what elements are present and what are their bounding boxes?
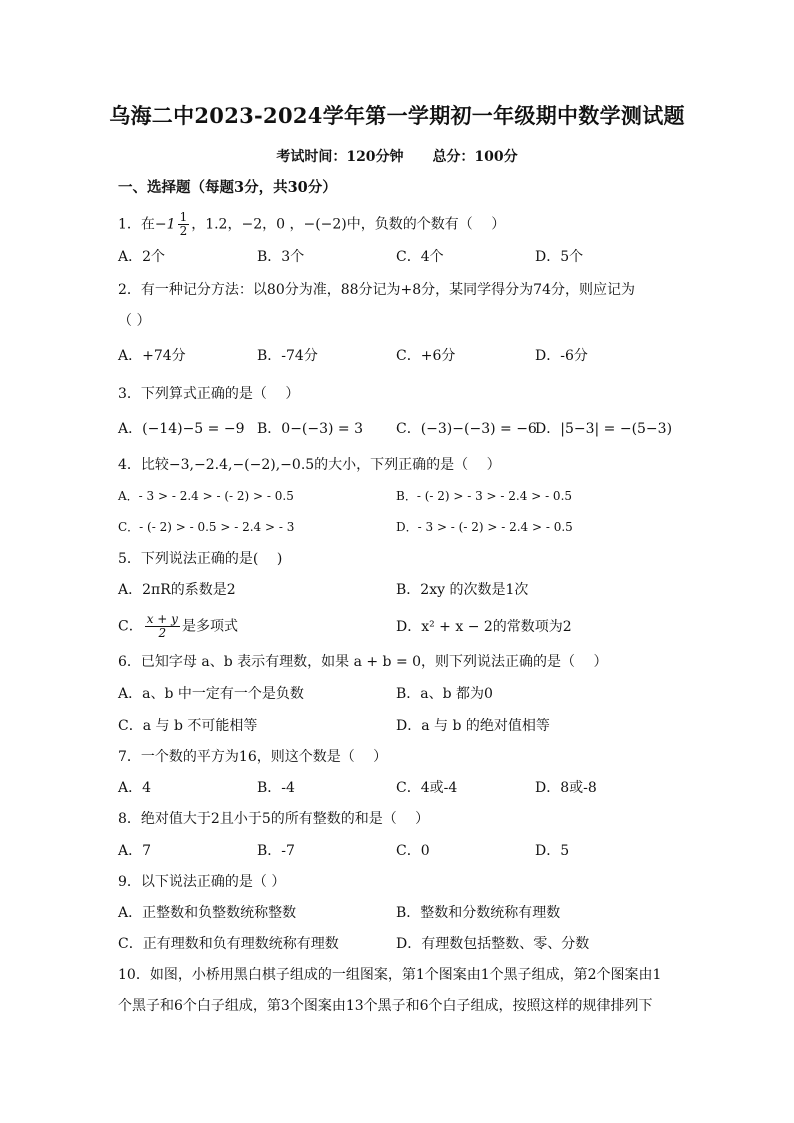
question-1-fraction xyxy=(178,211,190,238)
question-5: 5．下列说法正确的是( ) xyxy=(118,551,283,567)
q9-option-b: B．整数和分数统称有理数 xyxy=(396,905,561,921)
fraction-numerator: 1 xyxy=(179,210,188,224)
q9-option-d: D．有理数包括整数、零、分数 xyxy=(396,936,590,952)
q8-option-d: D．5 xyxy=(535,843,570,859)
q5-option-b: B．2xy 的次数是1次 xyxy=(396,582,529,598)
question-2-line2: （ ） xyxy=(118,313,151,329)
q7-option-c: C．4或-4 xyxy=(396,780,458,796)
q5-option-c-fraction xyxy=(145,613,180,640)
q7-option-d: D．8或-8 xyxy=(535,780,597,796)
question-10-line1: 10．如图，小桥用黑白棋子组成的一组图案，第1个图案由1个黑子组成，第2个图案由1 xyxy=(118,967,662,983)
fraction-numerator: x + y xyxy=(146,612,178,626)
q6-option-c: C．a 与 b 不可能相等 xyxy=(118,718,258,734)
q7-option-b: B．-4 xyxy=(257,780,295,796)
fraction-denominator: 2 xyxy=(179,224,188,238)
question-7: 7．一个数的平方为16，则这个数是（ ） xyxy=(118,749,388,765)
q7-option-a: A．4 xyxy=(118,780,152,796)
question-6: 6．已知字母 a、b 表示有理数，如果 a + b = 0，则下列说法正确的是（ ） xyxy=(118,654,608,670)
q6-option-a: A．a、b 中一定有一个是负数 xyxy=(118,686,304,702)
question-9: 9．以下说法正确的是（ ） xyxy=(118,874,286,890)
q5-option-c-label: C． xyxy=(118,618,143,635)
section-heading: 一、选择题（每题3分，共30分） xyxy=(118,179,337,196)
q3-option-c: C．(−3)−(−3) = −6 xyxy=(396,421,537,437)
q2-option-b: B．-74分 xyxy=(257,348,318,364)
question-4: 4．比较−3,−2.4,−(−2),−0.5的大小，下列正确的是（ ） xyxy=(118,457,501,473)
question-1-rest: ，1.2，−2，0 ，−(−2)中，负数的个数有（ ） xyxy=(191,216,506,233)
question-10-line2: 个黑子和6个白子组成，第3个图案由13个黑子和6个白子组成，按照这样的规律排列下 xyxy=(118,998,653,1014)
q4-option-a: A．- 3 > - 2.4 > - (- 2) > - 0.5 xyxy=(118,489,294,503)
q3-option-d: D．|5−3| = −(5−3) xyxy=(535,421,673,437)
exam-info xyxy=(0,146,794,166)
question-1 xyxy=(118,211,505,238)
q3-option-b: B．0−(−3) = 3 xyxy=(257,421,364,437)
q1-option-b: B．3个 xyxy=(257,249,305,265)
q4-option-c: C．- (- 2) > - 0.5 > - 2.4 > - 3 xyxy=(118,520,295,534)
q1-option-d: D．5个 xyxy=(535,249,584,265)
q5-option-d: D．x² + x − 2的常数项为2 xyxy=(396,619,572,635)
question-8: 8．绝对值大于2且小于5的所有整数的和是（ ） xyxy=(118,811,430,827)
question-2-line1: 2．有一种记分方法：以80分为准，88分记为+8分，某同学得分为74分，则应记为 xyxy=(118,282,635,298)
q5-option-a: A．2πR的系数是2 xyxy=(118,582,236,598)
q1-option-c: C．4个 xyxy=(396,249,444,265)
fraction-denominator: 2 xyxy=(158,626,167,640)
q9-option-c: C．正有理数和负有理数统称有理数 xyxy=(118,936,339,952)
q4-option-b: B．- (- 2) > - 3 > - 2.4 > - 0.5 xyxy=(396,489,573,503)
question-1-prefix: 1．在 xyxy=(118,216,155,233)
q5-option-c-rest: 是多项式 xyxy=(181,618,238,635)
q9-option-a: A．正整数和负整数统称整数 xyxy=(118,905,297,921)
q2-option-a: A．+74分 xyxy=(118,348,186,364)
q3-option-a: A．(−14)−5 = −9 xyxy=(118,421,245,437)
q8-option-c: C．0 xyxy=(396,843,430,859)
question-1-mixed-whole: −1 xyxy=(154,216,176,233)
q6-option-b: B．a、b 都为0 xyxy=(396,686,493,702)
q4-option-d: D．- 3 > - (- 2) > - 2.4 > - 0.5 xyxy=(396,520,573,534)
q2-option-d: D．-6分 xyxy=(535,348,588,364)
q2-option-c: C．+6分 xyxy=(396,348,456,364)
exam-time: 考试时间：120分钟 xyxy=(276,149,404,165)
q5-option-c xyxy=(118,613,238,640)
question-3: 3．下列算式正确的是（ ） xyxy=(118,386,300,402)
total-score: 总分：100分 xyxy=(432,149,518,165)
q6-option-d: D．a 与 b 的绝对值相等 xyxy=(396,718,550,734)
q1-option-a: A．2个 xyxy=(118,249,166,265)
q8-option-b: B．-7 xyxy=(257,843,295,859)
page-title: 乌海二中2023-2024学年第一学期初一年级期中数学测试题 xyxy=(109,103,685,128)
q8-option-a: A．7 xyxy=(118,843,152,859)
